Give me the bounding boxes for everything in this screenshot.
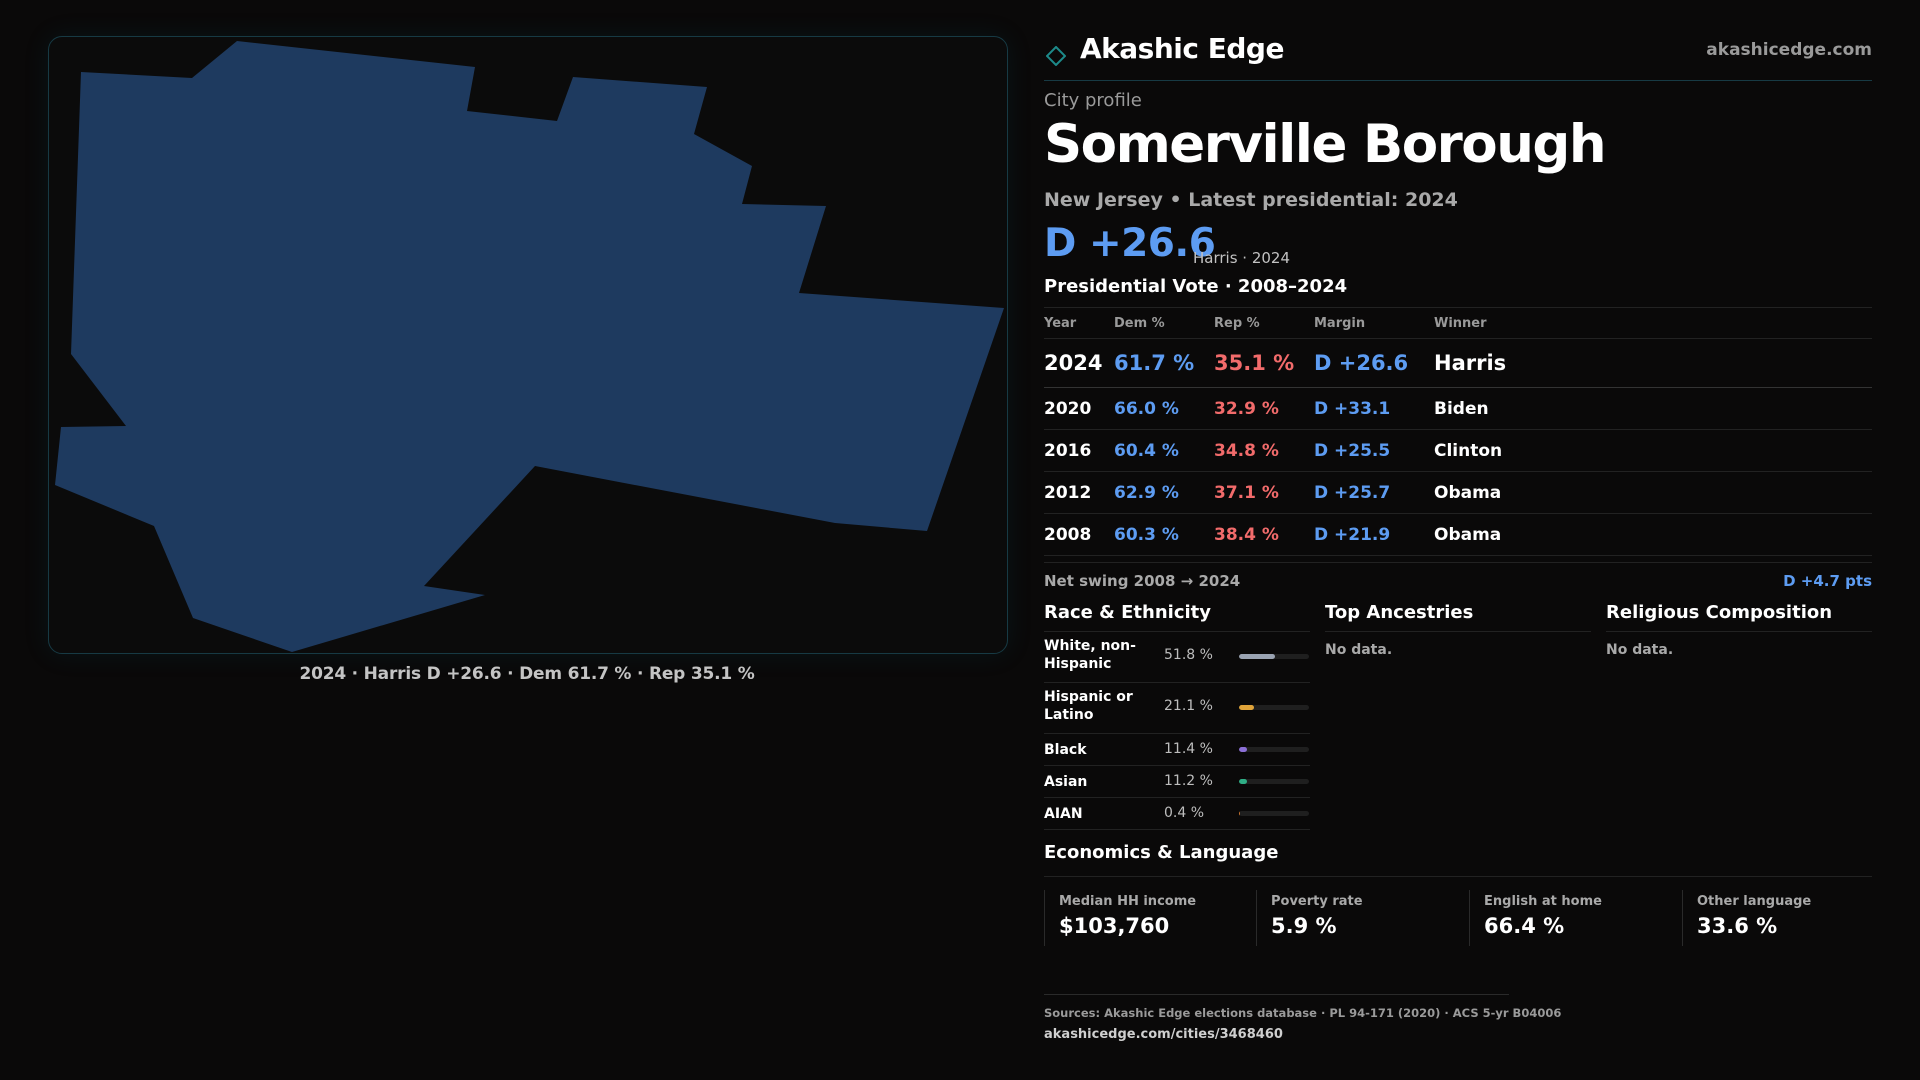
stat-other-language	[1682, 890, 1879, 946]
cell-year: 2024	[1044, 339, 1114, 388]
race-pct: 21.1 %	[1164, 698, 1213, 714]
race-bar-fill	[1239, 705, 1254, 710]
race-row	[1044, 798, 1310, 830]
race-row	[1044, 734, 1310, 766]
stat-label: Other language	[1697, 894, 1812, 909]
race-ethnicity-section	[1044, 600, 1310, 830]
race-row	[1044, 766, 1310, 798]
cell-winner: Clinton	[1434, 430, 1872, 472]
stat-label: Poverty rate	[1271, 894, 1363, 909]
page-title: Somerville Borough	[1044, 114, 1606, 175]
race-label: Black	[1044, 742, 1087, 758]
cell-margin: D +21.9	[1314, 514, 1434, 556]
profile-panel	[1044, 0, 1872, 1080]
cell-dem: 60.4 %	[1114, 430, 1214, 472]
race-bar-fill	[1239, 779, 1247, 784]
table-row	[1044, 430, 1872, 472]
cell-margin: D +25.5	[1314, 430, 1434, 472]
map-panel[interactable]	[48, 36, 1008, 654]
stat-english-at-home	[1469, 890, 1666, 946]
ancestries-section-title: Top Ancestries	[1325, 600, 1591, 632]
col-header-dem: Dem %	[1114, 308, 1214, 339]
stat-value: 66.4 %	[1484, 914, 1565, 938]
race-bar-track	[1239, 811, 1309, 816]
col-header-winner: Winner	[1434, 308, 1872, 339]
table-row	[1044, 514, 1872, 556]
race-bar-track	[1239, 779, 1309, 784]
stat-label: Median HH income	[1059, 894, 1197, 909]
cell-dem: 66.0 %	[1114, 388, 1214, 430]
table-row	[1044, 339, 1872, 388]
cell-rep: 37.1 %	[1214, 472, 1314, 514]
cell-rep: 34.8 %	[1214, 430, 1314, 472]
cell-winner: Biden	[1434, 388, 1872, 430]
race-pct: 11.4 %	[1164, 741, 1213, 757]
religion-section-title: Religious Composition	[1606, 600, 1872, 632]
stat-value: 5.9 %	[1271, 914, 1337, 938]
cell-dem: 61.7 %	[1114, 339, 1214, 388]
cell-year: 2016	[1044, 430, 1114, 472]
race-rows	[1044, 632, 1310, 830]
table-row	[1044, 472, 1872, 514]
page-subtitle: New Jersey • Latest presidential: 2024	[1044, 189, 1458, 211]
stat-poverty-rate	[1256, 890, 1453, 946]
stat-value: $103,760	[1059, 914, 1170, 938]
diamond-logo-icon	[1046, 46, 1066, 66]
race-pct: 51.8 %	[1164, 647, 1213, 663]
cell-year: 2020	[1044, 388, 1114, 430]
race-label: Hispanic or Latino	[1044, 689, 1133, 723]
race-row	[1044, 632, 1310, 683]
stat-label: English at home	[1484, 894, 1602, 909]
cell-margin: D +33.1	[1314, 388, 1434, 430]
net-swing-value: D +4.7 pts	[1783, 572, 1872, 590]
cell-rep: 32.9 %	[1214, 388, 1314, 430]
ancestries-section	[1325, 600, 1591, 658]
vote-table	[1044, 307, 1872, 556]
ancestries-empty-text: No data.	[1325, 642, 1393, 658]
col-header-margin: Margin	[1314, 308, 1434, 339]
race-pct: 0.4 %	[1164, 805, 1205, 821]
page-kicker: City profile	[1044, 90, 1142, 111]
race-label: AIAN	[1044, 806, 1083, 822]
vote-section-title: Presidential Vote · 2008–2024	[1044, 276, 1348, 297]
headline-note: Harris · 2024	[1193, 249, 1291, 267]
race-bar-track	[1239, 705, 1309, 710]
race-section-title: Race & Ethnicity	[1044, 600, 1310, 632]
net-swing-label: Net swing 2008 → 2024	[1044, 572, 1241, 590]
brand-header	[1044, 30, 1872, 81]
economics-stats	[1044, 890, 1872, 946]
cell-year: 2008	[1044, 514, 1114, 556]
brand-url-link[interactable]: akashicedge.com	[1706, 40, 1872, 60]
race-pct: 11.2 %	[1164, 773, 1213, 789]
stat-median-income	[1044, 890, 1241, 946]
col-header-year: Year	[1044, 308, 1114, 339]
cell-winner: Harris	[1434, 339, 1872, 388]
race-label: Asian	[1044, 774, 1088, 790]
vote-table-header-row	[1044, 308, 1872, 339]
cell-margin: D +25.7	[1314, 472, 1434, 514]
table-row	[1044, 388, 1872, 430]
race-bar-fill	[1239, 811, 1240, 816]
city-boundary-shape[interactable]	[55, 41, 1004, 652]
religion-section	[1606, 600, 1872, 658]
footer-sources: Sources: Akashic Edge elections database · PL 94-171 (2020) · ACS 5-yr B04006	[1044, 1006, 1562, 1020]
cell-winner: Obama	[1434, 472, 1872, 514]
footer-url-link[interactable]: akashicedge.com/cities/3468460	[1044, 1027, 1283, 1042]
cell-margin: D +26.6	[1314, 339, 1434, 388]
cell-rep: 35.1 %	[1214, 339, 1314, 388]
net-swing-row	[1044, 562, 1872, 599]
stat-value: 33.6 %	[1697, 914, 1778, 938]
footer	[1044, 994, 1562, 1042]
race-row	[1044, 683, 1310, 734]
headline-margin: D +26.6	[1044, 221, 1216, 266]
cell-winner: Obama	[1434, 514, 1872, 556]
cell-rep: 38.4 %	[1214, 514, 1314, 556]
cell-dem: 62.9 %	[1114, 472, 1214, 514]
city-boundary-map	[49, 37, 1007, 653]
economics-header	[1044, 842, 1872, 877]
race-bar-fill	[1239, 654, 1275, 659]
race-bar-track	[1239, 654, 1309, 659]
race-bar-fill	[1239, 747, 1247, 752]
economics-section-title: Economics & Language	[1044, 842, 1279, 863]
col-header-rep: Rep %	[1214, 308, 1314, 339]
cell-dem: 60.3 %	[1114, 514, 1214, 556]
map-caption: 2024 · Harris D +26.6 · Dem 61.7 % · Rep 35.1 %	[299, 664, 755, 684]
race-label: White, non-Hispanic	[1044, 638, 1136, 672]
religion-empty-text: No data.	[1606, 642, 1674, 658]
cell-year: 2012	[1044, 472, 1114, 514]
race-bar-track	[1239, 747, 1309, 752]
brand-name[interactable]: Akashic Edge	[1080, 32, 1284, 65]
